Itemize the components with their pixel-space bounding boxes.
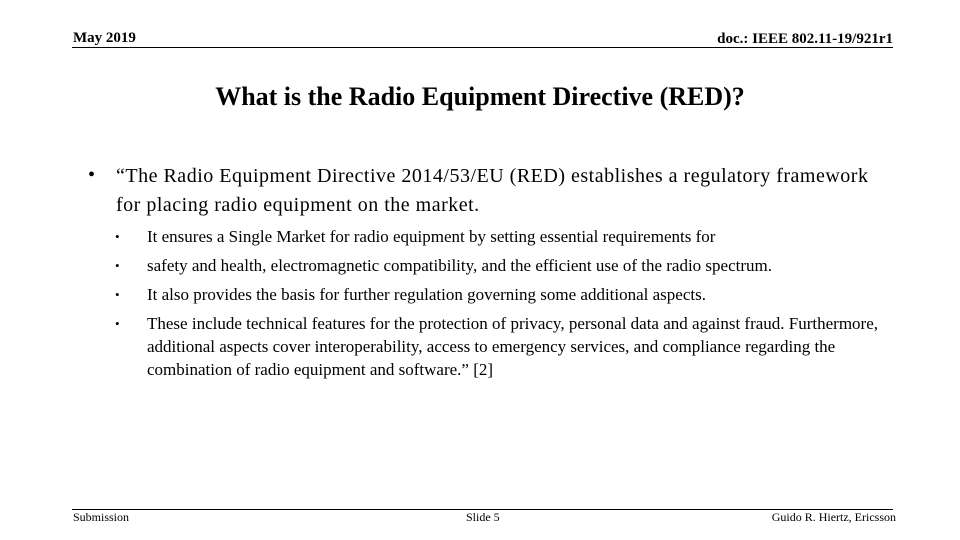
main-bullet-text: “The Radio Equipment Directive 2014/53/EU (RED) establishes a regulatory framework for placing radio equipment on the market.: [116, 165, 869, 216]
sub-bullet-text: These include technical features for the protection of privacy, personal data and against fraud. Furthermore, additional aspects cover interoperability, access to emergency services, and compliance regarding the combination of radio equipment and software.” [2]: [147, 314, 879, 379]
header-doc-id: doc.: IEEE 802.11-19/921r1: [717, 31, 893, 47]
main-bullet-marker: •: [88, 164, 96, 186]
sub-bullet-marker: •: [115, 229, 120, 244]
footer-slide-number: Slide 5: [466, 510, 500, 524]
sub-bullet-marker: •: [115, 316, 120, 331]
sub-bullet-text: It ensures a Single Market for radio equipment by setting essential requirements for: [147, 227, 716, 246]
slide-title: What is the Radio Equipment Directive (RED)?: [215, 82, 745, 111]
sub-bullet-marker: •: [115, 287, 120, 302]
sub-bullet-marker: •: [115, 258, 120, 273]
footer-author: Guido R. Hiertz, Ericsson: [771, 510, 896, 524]
footer-submission: Submission: [73, 510, 130, 524]
sub-bullet-text: safety and health, electromagnetic compatibility, and the efficient use of the radio spectrum.: [147, 256, 772, 275]
header-date: May 2019: [73, 30, 136, 46]
header-divider: [72, 47, 893, 48]
sub-bullet-text: It also provides the basis for further regulation governing some additional aspects.: [147, 285, 706, 304]
